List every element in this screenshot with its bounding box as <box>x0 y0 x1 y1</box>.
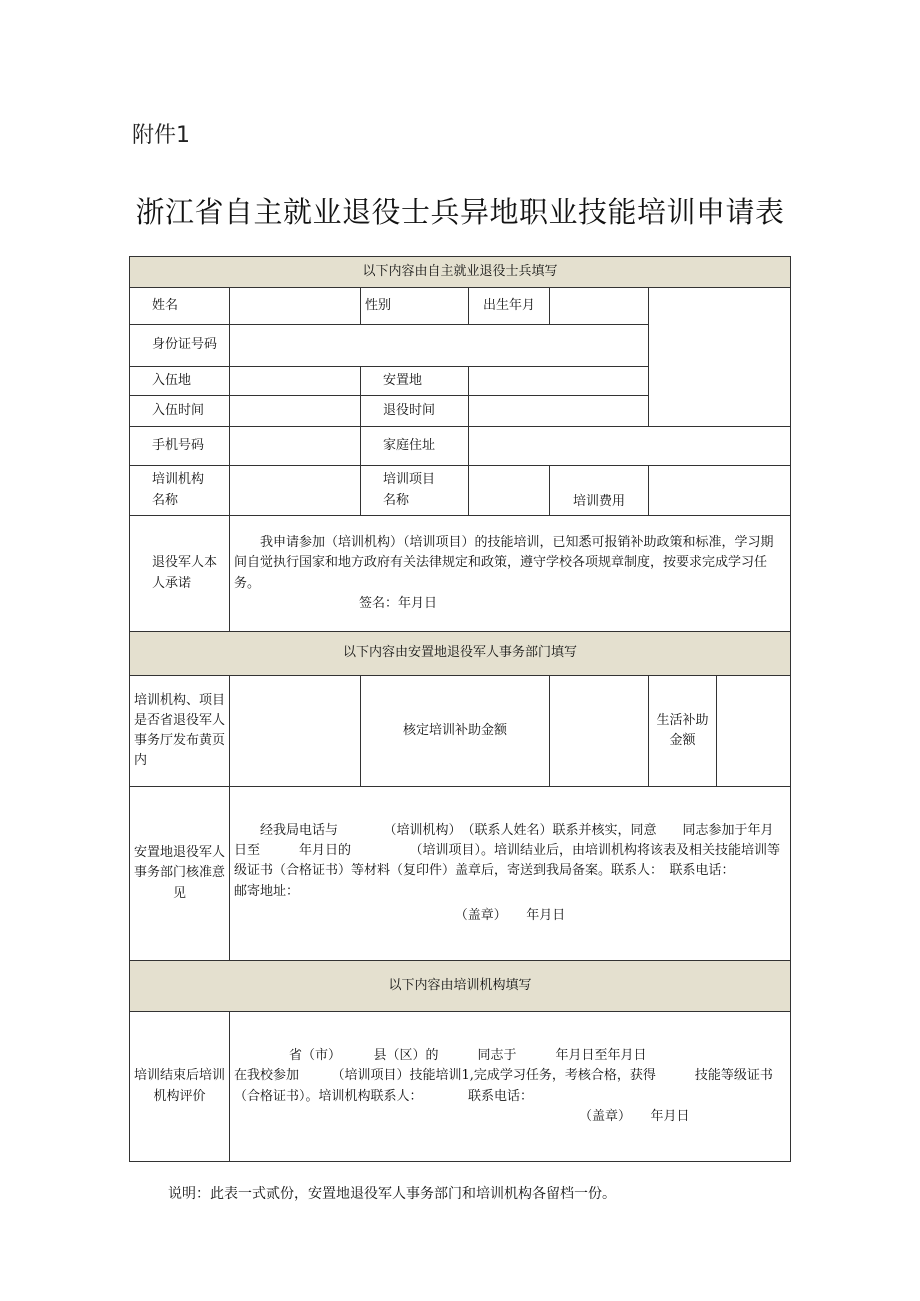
phone-field[interactable] <box>230 427 361 466</box>
enlist-place-label: 入伍地 <box>130 367 230 396</box>
evaluation-cell <box>230 1012 791 1162</box>
attachment-label: 附件1 <box>132 123 190 148</box>
photo-field[interactable] <box>649 288 791 427</box>
enlist-place-field[interactable] <box>230 367 361 396</box>
birth-label: 出生年月 <box>469 288 550 325</box>
address-field[interactable] <box>469 427 791 466</box>
pledge-signature: 签名：年月日 <box>359 595 438 611</box>
settle-place-label: 安置地 <box>361 367 469 396</box>
subsidy-label: 核定培训补助金额 <box>361 676 550 787</box>
retire-time-field[interactable] <box>469 396 649 427</box>
phone-label: 手机号码 <box>130 427 230 466</box>
living-subsidy-label: 生活补助金额 <box>649 676 717 787</box>
address-label: 家庭住址 <box>361 427 469 466</box>
section3-header: 以下内容由培训机构填写 <box>130 961 791 1012</box>
retire-time-label: 退役时间 <box>361 396 469 427</box>
evaluation-label: 培训结束后培训机构评价 <box>130 1012 230 1162</box>
org-name-label <box>130 466 230 516</box>
id-number-label: 身份证号码 <box>130 325 230 367</box>
section2-header: 以下内容由安置地退役军人事务部门填写 <box>130 632 791 676</box>
approval-opinion-cell <box>230 787 791 961</box>
approval-stamp-date: （盖章） 年月日 <box>454 907 566 923</box>
project-name-label <box>361 466 469 516</box>
name-field[interactable] <box>230 288 361 325</box>
yellow-page-field[interactable] <box>230 676 361 787</box>
gender-label: 性别 <box>361 288 469 325</box>
org-name-label-line2: 名称 <box>152 492 179 508</box>
form-title: 浙江省自主就业退役士兵异地职业技能培训申请表 <box>135 195 785 229</box>
section1-header: 以下内容由自主就业退役士兵填写 <box>130 257 791 288</box>
birth-field[interactable] <box>550 288 649 325</box>
evaluation-stamp-date: （盖章） 年月日 <box>579 1108 690 1124</box>
project-name-field[interactable] <box>469 466 550 516</box>
footnote: 说明：此表一式贰份，安置地退役军人事务部门和培训机构各留档一份。 <box>168 1186 616 1202</box>
approval-opinion-label: 安置地退役军人事务部门核准意见 <box>130 787 230 961</box>
pledge-cell <box>230 516 791 632</box>
pledge-text: 我申请参加（培训机构）（培训项目）的技能培训，已知悉可报销补助政策和标准，学习期间自觉执行国家和地方政府有关法律规定和政策，遵守学校各项规章制度，按要求完成学习任务。 <box>234 535 774 591</box>
approval-opinion-text: 经我局电话与 （培训机构） （联系人姓名）联系并核实，同意 同志参加于年月日至 年月日的 （培训项目）。培训结业后，由培训机构将该表及相关技能培训等级证书（合格证书）等材料（复印件）盖章后，寄送到我局备案。联系人： 联系电话： <box>234 823 781 879</box>
evaluation-line1: 省（市） 县（区）的 同志于 年月日至年月日 <box>289 1048 647 1064</box>
fee-field[interactable] <box>649 466 791 516</box>
mail-address: 邮寄地址： <box>234 883 300 899</box>
name-label: 姓名 <box>130 288 230 325</box>
pledge-label: 退役军人本人承诺 <box>130 516 230 632</box>
subsidy-field[interactable] <box>550 676 649 787</box>
evaluation-text: 在我校参加 （培训项目）技能培训1,完成学习任务，考核合格，获得 技能等级证书（合格证书）。培训机构联系人： 联系电话： <box>234 1068 773 1104</box>
project-name-label-line2: 名称 <box>383 492 410 508</box>
id-number-field[interactable] <box>230 325 649 367</box>
yellow-page-label: 培训机构、项目是否省退役军人事务厅发布黄页内 <box>130 676 230 787</box>
org-name-label-line1: 培训机构 <box>152 472 205 488</box>
fee-label: 培训费用 <box>550 466 649 516</box>
org-name-field[interactable] <box>230 466 361 516</box>
enlist-time-field[interactable] <box>230 396 361 427</box>
living-subsidy-field[interactable] <box>717 676 791 787</box>
enlist-time-label: 入伍时间 <box>130 396 230 427</box>
application-form-table <box>129 256 791 1162</box>
settle-place-field[interactable] <box>469 367 649 396</box>
project-name-label-line1: 培训项目 <box>383 472 436 488</box>
